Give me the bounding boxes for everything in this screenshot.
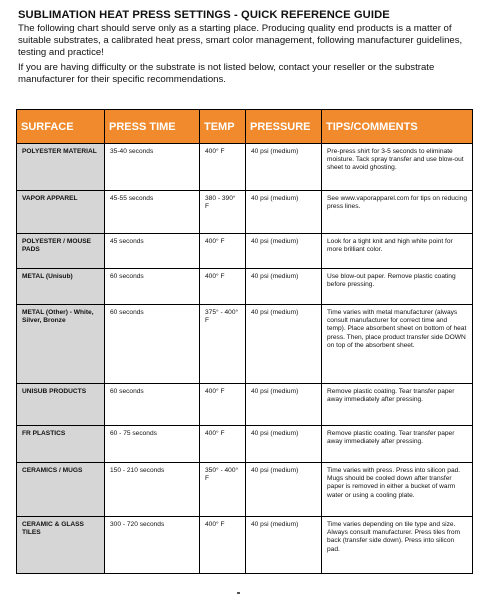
page-title: SUBLIMATION HEAT PRESS SETTINGS - QUICK REFERENCE GUIDE [18,9,390,21]
header-surface: SURFACE [17,110,105,144]
tips-cell: See www.vaporapparel.com for tips on reducing press lines. [322,191,473,234]
surface-cell: UNISUB PRODUCTS [17,384,105,426]
temp-cell: 400° F [200,144,246,191]
temp-cell: 400° F [200,234,246,269]
press-time-cell: 35-40 seconds [105,144,200,191]
press-time-cell: 45-55 seconds [105,191,200,234]
temp-cell: 375° - 400° F [200,305,246,384]
press-time-cell: 60 seconds [105,269,200,305]
pressure-cell: 40 psi (medium) [246,426,322,463]
table-row [17,463,473,517]
press-time-cell: 60 - 75 seconds [105,426,200,463]
table-row [17,426,473,463]
temp-cell: 380 - 390° F [200,191,246,234]
tips-cell: Pre-press shirt for 3-5 seconds to eliminate moisture. Tack spray transfer and use blow-out sheet to avoid ghosting. [322,144,473,191]
pressure-cell: 40 psi (medium) [246,463,322,517]
surface-cell: POLYESTER / MOUSE PADS [17,234,105,269]
temp-cell: 400° F [200,269,246,305]
surface-cell: VAPOR APPAREL [17,191,105,234]
surface-cell: METAL (Other) - White, Silver, Bronze [17,305,105,384]
intro-paragraph: The following chart should serve only as a starting place. Producing quality end products is a matter of suitable substrates, a calibrated heat press, smart color management, following manufacturer guidelines, testing and practice! [18,23,463,58]
tips-cell: Remove plastic coating. Tear transfer paper away immediately after pressing. [322,426,473,463]
tips-cell: Time varies with metal manufacturer (always consult manufacturer for correct time and temp). Place absorbent sheet on bottom of heat press. Then, place product transfer side DOWN on top of the absorbent sheet. [322,305,473,384]
press-time-cell: 60 seconds [105,384,200,426]
pressure-cell: 40 psi (medium) [246,144,322,191]
press-time-cell: 300 - 720 seconds [105,517,200,574]
header-temp: TEMP [200,110,246,144]
surface-cell: METAL (Unisub) [17,269,105,305]
pressure-cell: 40 psi (medium) [246,305,322,384]
temp-cell: 350° - 400° F [200,463,246,517]
surface-cell: CERAMICS / MUGS [17,463,105,517]
surface-cell: FR PLASTICS [17,426,105,463]
header-press-time: PRESS TIME [105,110,200,144]
table-row [17,144,473,191]
tips-cell: Time varies depending on tile type and size. Always consult manufacturer. Press tiles from back (transfer side down). Press into silicon pad. [322,517,473,574]
tips-cell: Remove plastic coating. Tear transfer paper away immediately after pressing. [322,384,473,426]
pressure-cell: 40 psi (medium) [246,517,322,574]
pressure-cell: 40 psi (medium) [246,234,322,269]
tips-cell: Time varies with press. Press into silicon pad. Mugs should be cooled down after transfer paper is removed in either a bucket of warm water or using a cooling plate. [322,463,473,517]
table-row [17,384,473,426]
temp-cell: 400° F [200,426,246,463]
note-paragraph: If you are having difficulty or the substrate is not listed below, contact your reseller or the substrate manufacturer for their specific recommendations. [18,62,435,85]
temp-cell: 400° F [200,517,246,574]
table-row [17,517,473,574]
settings-table [16,109,473,574]
tips-cell: Look for a tight knit and high white point for more brilliant color. [322,234,473,269]
header-tips: TIPS/COMMENTS [322,110,473,144]
press-time-cell: 45 seconds [105,234,200,269]
page-marker [237,592,240,594]
table-row [17,305,473,384]
temp-cell: 400° F [200,384,246,426]
pressure-cell: 40 psi (medium) [246,384,322,426]
table-row [17,234,473,269]
pressure-cell: 40 psi (medium) [246,191,322,234]
surface-cell: CERAMIC & GLASS TILES [17,517,105,574]
table-row [17,191,473,234]
surface-cell: POLYESTER MATERIAL [17,144,105,191]
table-header-row [17,110,473,144]
press-time-cell: 150 - 210 seconds [105,463,200,517]
header-pressure: PRESSURE [246,110,322,144]
tips-cell: Use blow-out paper. Remove plastic coating before pressing. [322,269,473,305]
pressure-cell: 40 psi (medium) [246,269,322,305]
table-row [17,269,473,305]
press-time-cell: 60 seconds [105,305,200,384]
